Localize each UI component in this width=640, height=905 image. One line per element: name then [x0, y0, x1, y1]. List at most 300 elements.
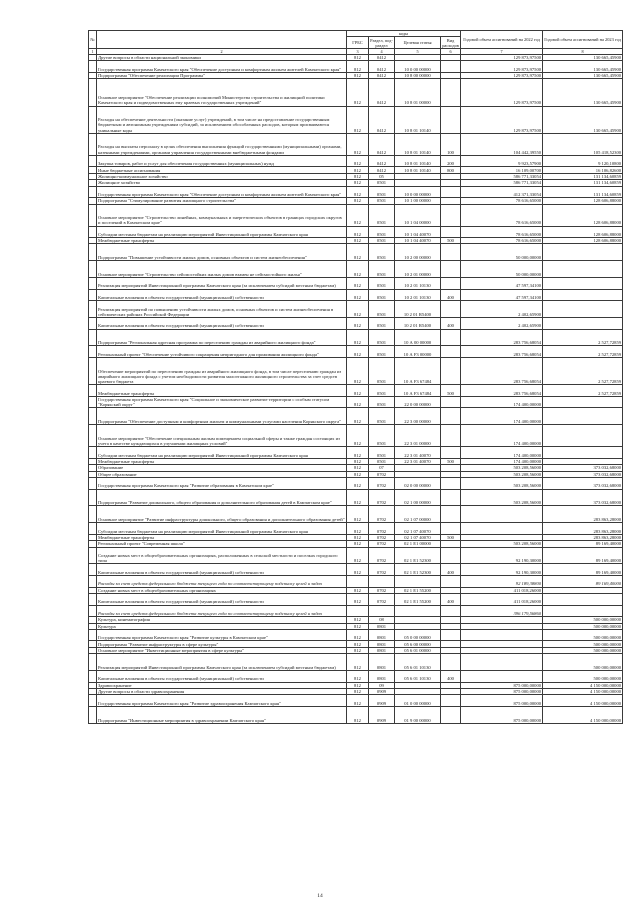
table-row — [89, 575, 623, 587]
row-grbs: 812 — [347, 541, 369, 547]
row-number-cell — [89, 506, 97, 523]
row-sum-2023: 283 863,28000 — [543, 506, 623, 523]
row-sum-2022: 875 000,00000 — [461, 707, 543, 724]
table-row — [89, 329, 623, 346]
row-section: 0801 — [369, 647, 395, 653]
row-sum-2023: 500 000,00000 — [543, 671, 623, 683]
table-row — [89, 226, 623, 238]
row-sum-2023: 130 665,45900 — [543, 72, 623, 78]
row-type — [441, 425, 461, 447]
row-sum-2022: 411 018,26000 — [461, 593, 543, 605]
row-type — [441, 489, 461, 506]
row-number-cell — [89, 301, 97, 318]
row-target: 05 6 00 00000 — [395, 641, 441, 647]
row-description: Основное мероприятие "Строительство сейсмостойких жилых домов взамен не сейсмостойкого жилья" — [97, 261, 347, 278]
row-sum-2022: 129 873,97500 — [461, 61, 543, 73]
row-grbs: 812 — [347, 408, 369, 425]
row-description: Государственная программа Камчатского края "Развитие образования в Камчатском крае" — [97, 477, 347, 489]
row-section: 0801 — [369, 641, 395, 647]
row-target: 10 2 01 10130 — [395, 289, 441, 301]
row-sum-2023: 131 134,60859 — [543, 186, 623, 198]
table-row — [89, 61, 623, 73]
row-sum-2022: 78 616,65000 — [461, 198, 543, 204]
row-sum-2022 — [461, 671, 543, 683]
row-section: 0702 — [369, 489, 395, 506]
row-section: 0801 — [369, 671, 395, 683]
row-sum-2022: 283 756,68054 — [461, 385, 543, 397]
row-description: Капитальные вложения в объекты государственной (муниципальной) собственности — [97, 289, 347, 301]
row-number-cell — [89, 477, 97, 489]
row-section: 0702 — [369, 547, 395, 564]
row-sum-2022: 174 400,00000 — [461, 447, 543, 459]
row-grbs: 812 — [347, 318, 369, 330]
row-type — [441, 278, 461, 290]
row-description: Здравоохранение — [97, 682, 347, 688]
row-section: 0702 — [369, 477, 395, 489]
row-number-cell — [89, 329, 97, 346]
row-section: 0909 — [369, 695, 395, 707]
row-description: Основное мероприятие "Развитие инфраструктуры дошкольного, общего образования и дополнительного образования детей" — [97, 506, 347, 523]
row-type: 500 — [441, 534, 461, 540]
table-row — [89, 396, 623, 408]
row-section: 08 — [369, 617, 395, 623]
row-number-cell — [89, 318, 97, 330]
header-sum-2022: Годовой объем ассигнований на 2022 год — [461, 31, 543, 49]
row-sum-2022: 92 189,38800 — [461, 575, 543, 587]
row-target: 02 1 Е1 52300 — [395, 564, 441, 576]
table-row — [89, 654, 623, 671]
table-row — [89, 605, 623, 617]
row-target: 10 8 01 10140 — [395, 167, 441, 173]
row-grbs: 812 — [347, 593, 369, 605]
row-target: 10 8 01 10140 — [395, 106, 441, 133]
row-description: Расходы за счет средств федерального бюджета текущего года по соответствующему подсписку целей и задач — [97, 575, 347, 587]
row-number-cell — [89, 593, 97, 605]
row-sum-2023: 283 863,28000 — [543, 523, 623, 535]
row-target: 10 0 00 00000 — [395, 61, 441, 73]
row-type — [441, 186, 461, 198]
row-grbs: 812 — [347, 425, 369, 447]
row-type: 400 — [441, 289, 461, 301]
row-grbs: 812 — [347, 617, 369, 623]
row-sum-2023: 128 606,88000 — [543, 198, 623, 204]
row-sum-2023: 2 527,72859 — [543, 385, 623, 397]
row-sum-2022: 50 000,00000 — [461, 261, 543, 278]
row-description: Реализация мероприятий по повышению устойчивости жилых домов, основных объектов и систем жизнеобеспечения в сейсмических районах Российской Федерации — [97, 301, 347, 318]
row-sum-2023: 89 169,40000 — [543, 564, 623, 576]
row-section: 0501 — [369, 385, 395, 397]
row-target: 10 2 01 10130 — [395, 278, 441, 290]
row-sum-2023: 4 150 000,00000 — [543, 689, 623, 695]
row-sum-2023 — [543, 244, 623, 261]
row-target: 02 1 00 00000 — [395, 489, 441, 506]
row-section: 0702 — [369, 506, 395, 523]
row-target: 10 2 01 00000 — [395, 261, 441, 278]
row-section: 0412 — [369, 155, 395, 167]
row-sum-2023: 16 106,82600 — [543, 167, 623, 173]
budget-table-sheet — [88, 30, 622, 724]
row-target: 10 2 01 R5400 — [395, 301, 441, 318]
row-section: 07 — [369, 465, 395, 471]
table-row — [89, 547, 623, 564]
row-description: Подпрограмма "Развитие инфраструктуры в сфере культуры" — [97, 641, 347, 647]
table-row — [89, 477, 623, 489]
table-row — [89, 261, 623, 278]
row-section: 0501 — [369, 458, 395, 464]
row-sum-2022: 586 771,33054 — [461, 173, 543, 179]
table-row — [89, 408, 623, 425]
row-description: Подпрограмма "Обеспечение реализации Программы" — [97, 72, 347, 78]
table-row — [89, 564, 623, 576]
row-description: Подпрограмма "Региональная адресная программа по переселению граждан из аварийного жилищного фонда" — [97, 329, 347, 346]
row-number-cell — [89, 133, 97, 155]
row-description: Государственная программа Камчатского края "Обеспечение доступным и комфортным жильем жителей Камчатского края" — [97, 186, 347, 198]
row-grbs: 812 — [347, 471, 369, 477]
row-section: 0702 — [369, 534, 395, 540]
row-number-cell — [89, 385, 97, 397]
row-target: 10 А F3 67484 — [395, 385, 441, 397]
row-number-cell — [89, 489, 97, 506]
row-target: 10 0 00 00000 — [395, 186, 441, 198]
row-section: 0501 — [369, 186, 395, 198]
table-row — [89, 671, 623, 683]
row-type — [441, 346, 461, 358]
row-description: Общее образование — [97, 471, 347, 477]
row-grbs: 812 — [347, 180, 369, 186]
table-row — [89, 244, 623, 261]
row-grbs: 812 — [347, 671, 369, 683]
row-target: 22 3 01 40070 — [395, 458, 441, 464]
row-grbs: 812 — [347, 447, 369, 459]
table-row — [89, 79, 623, 106]
row-sum-2022: 396 179,56860 — [461, 605, 543, 617]
row-section: 0501 — [369, 396, 395, 408]
row-description: Региональный проект "Обеспечение устойчивого сокращения непригодного для проживания жилищного фонда" — [97, 346, 347, 358]
row-section: 0501 — [369, 346, 395, 358]
row-sum-2023: 4 150 000,00000 — [543, 695, 623, 707]
row-number-cell — [89, 186, 97, 198]
row-sum-2022: 412 371,33054 — [461, 186, 543, 198]
row-type — [441, 329, 461, 346]
row-sum-2022: 104 442,39550 — [461, 133, 543, 155]
row-grbs: 812 — [347, 458, 369, 464]
row-section: 0501 — [369, 238, 395, 244]
row-sum-2022: 174 400,00000 — [461, 396, 543, 408]
row-number-cell — [89, 575, 97, 587]
row-section: 0412 — [369, 106, 395, 133]
row-target: 02 1 07 00000 — [395, 506, 441, 523]
row-section: 0801 — [369, 623, 395, 629]
row-grbs: 812 — [347, 506, 369, 523]
row-type — [441, 447, 461, 459]
row-sum-2023: 373 032,68000 — [543, 477, 623, 489]
row-description: Региональный проект "Современная школа" — [97, 541, 347, 547]
row-description: Основное мероприятие "Обеспечение специальным жилым помещением социальной сферы и также граждан состоящих из учета в качестве нуждающихся в улучшении жилищных условий" — [97, 425, 347, 447]
table-row — [89, 155, 623, 167]
row-section: 0412 — [369, 79, 395, 106]
row-section: 0909 — [369, 707, 395, 724]
row-target: 10 А 00 00000 — [395, 329, 441, 346]
row-sum-2023: 373 032,68000 — [543, 471, 623, 477]
row-sum-2023 — [543, 278, 623, 290]
row-type — [441, 477, 461, 489]
row-description: Подпрограмма "Развитие дошкольного, общего образования и дополнительного образования детей в Камчатском крае" — [97, 489, 347, 506]
row-grbs: 812 — [347, 689, 369, 695]
column-number: 4 — [369, 49, 395, 55]
row-description: Государственная программа Камчатского края "Развитие здравоохранения Камчатского края" — [97, 695, 347, 707]
row-grbs: 812 — [347, 547, 369, 564]
row-target: 22 0 00 00000 — [395, 396, 441, 408]
row-sum-2022: 283 756,68054 — [461, 346, 543, 358]
column-number: 6 — [441, 49, 461, 55]
row-number-cell — [89, 707, 97, 724]
table-row — [89, 506, 623, 523]
row-section: 0702 — [369, 564, 395, 576]
row-description: Жилищное хозяйство — [97, 180, 347, 186]
row-sum-2023: 500 000,00000 — [543, 629, 623, 641]
row-type — [441, 301, 461, 318]
column-number: 8 — [543, 49, 623, 55]
row-number-cell — [89, 547, 97, 564]
row-sum-2022: 9 923,57900 — [461, 155, 543, 167]
row-sum-2022: 283 756,68054 — [461, 329, 543, 346]
row-grbs: 812 — [347, 167, 369, 173]
row-sum-2022: 129 873,97500 — [461, 55, 543, 61]
row-grbs: 812 — [347, 278, 369, 290]
row-sum-2023 — [543, 289, 623, 301]
table-row — [89, 301, 623, 318]
row-description: Межбюджетные трансферты — [97, 238, 347, 244]
row-grbs: 812 — [347, 564, 369, 576]
row-type — [441, 358, 461, 385]
row-description: Межбюджетные трансферты — [97, 385, 347, 397]
row-type — [441, 575, 461, 587]
row-grbs: 812 — [347, 523, 369, 535]
header-type: Вид расходов — [442, 37, 459, 48]
row-sum-2023 — [543, 318, 623, 330]
row-sum-2023: 500 000,00000 — [543, 617, 623, 623]
row-section: 09 — [369, 682, 395, 688]
row-description: Капитальные вложения в объекты государственной (муниципальной) собственности — [97, 671, 347, 683]
row-grbs: 812 — [347, 55, 369, 61]
row-grbs: 812 — [347, 133, 369, 155]
row-number-cell — [89, 396, 97, 408]
row-sum-2022: 586 771,33054 — [461, 180, 543, 186]
row-number-cell — [89, 244, 97, 261]
row-sum-2023 — [543, 447, 623, 459]
table-row — [89, 707, 623, 724]
row-sum-2023 — [543, 425, 623, 447]
row-sum-2023: 128 606,88000 — [543, 238, 623, 244]
row-target: 10 1 04 40070 — [395, 238, 441, 244]
row-number-cell — [89, 564, 97, 576]
row-grbs: 812 — [347, 534, 369, 540]
row-sum-2022: 92 190,30000 — [461, 564, 543, 576]
row-description: Расходы на выплаты персоналу в целях обеспечения выполнения функций государственными (муниципальными) органами, казенными учреждениями, органами управления государственными внебюджетными фондами — [97, 133, 347, 155]
row-target: 22 3 01 00000 — [395, 425, 441, 447]
row-section: 0501 — [369, 198, 395, 204]
row-description: Другие вопросы в области здравоохранения — [97, 689, 347, 695]
row-sum-2023 — [543, 261, 623, 278]
row-description: Государственная программа Камчатского края "Обеспечение доступным и комфортным жильем жителей Камчатского края" — [97, 61, 347, 73]
table-row — [89, 425, 623, 447]
row-grbs: 812 — [347, 289, 369, 301]
row-section: 0501 — [369, 301, 395, 318]
row-sum-2022: 129 873,97500 — [461, 106, 543, 133]
row-sum-2022 — [461, 654, 543, 671]
row-type — [441, 79, 461, 106]
table-row — [89, 489, 623, 506]
row-sum-2023: 9 120,10800 — [543, 155, 623, 167]
row-grbs: 812 — [347, 61, 369, 73]
row-type: 200 — [441, 155, 461, 167]
row-description: Субсидии местным бюджетам на реализацию мероприятий Инвестиционной программы Камчатского края — [97, 447, 347, 459]
row-grbs: 812 — [347, 489, 369, 506]
column-number: 2 — [97, 49, 347, 55]
row-type — [441, 204, 461, 226]
row-sum-2023: 4 150 000,00000 — [543, 682, 623, 688]
row-sum-2022: 503 208,56000 — [461, 471, 543, 477]
row-target: 01 0 00 00000 — [395, 695, 441, 707]
row-section: 0702 — [369, 593, 395, 605]
header-target: Целевая статья — [395, 37, 441, 49]
row-sum-2023: 283 863,28000 — [543, 534, 623, 540]
header-description — [97, 31, 347, 49]
row-sum-2023: 89 169,40000 — [543, 547, 623, 564]
row-section: 0501 — [369, 425, 395, 447]
row-sum-2023: 2 527,72859 — [543, 329, 623, 346]
row-sum-2022: 78 616,65000 — [461, 238, 543, 244]
row-sum-2023 — [543, 301, 623, 318]
row-description: Создание новых мест в общеобразовательных организациях — [97, 587, 347, 593]
column-number: 1 — [89, 49, 97, 55]
column-number: 5 — [395, 49, 441, 55]
row-number-cell — [89, 695, 97, 707]
row-sum-2023: 500 000,00000 — [543, 623, 623, 629]
row-sum-2022: 16 109,00700 — [461, 167, 543, 173]
row-sum-2023 — [543, 605, 623, 617]
row-number-cell — [89, 629, 97, 641]
row-description: Жилищно-коммунальное хозяйство — [97, 173, 347, 179]
row-sum-2023: 373 032,68000 — [543, 465, 623, 471]
row-type: 100 — [441, 133, 461, 155]
row-target: 02 1 Е1 55200 — [395, 587, 441, 593]
row-description: Государственная программа Камчатского края "Развитие культуры в Камчатском крае" — [97, 629, 347, 641]
row-target: 05 0 00 00000 — [395, 629, 441, 641]
row-sum-2023: 130 665,45900 — [543, 106, 623, 133]
row-section: 0412 — [369, 167, 395, 173]
row-grbs: 812 — [347, 682, 369, 688]
row-number-cell — [89, 346, 97, 358]
row-sum-2022: 503 208,56000 — [461, 465, 543, 471]
row-section: 0412 — [369, 133, 395, 155]
table-row — [89, 278, 623, 290]
row-grbs: 812 — [347, 261, 369, 278]
row-sum-2022: 129 873,97500 — [461, 72, 543, 78]
row-target: 10 8 00 00000 — [395, 72, 441, 78]
row-grbs: 812 — [347, 385, 369, 397]
row-number-cell — [89, 261, 97, 278]
row-sum-2022 — [461, 629, 543, 641]
row-sum-2023 — [543, 408, 623, 425]
row-target: 10 2 01 R5400 — [395, 318, 441, 330]
row-section: 0501 — [369, 447, 395, 459]
row-type — [441, 605, 461, 617]
row-target: 10 8 01 10140 — [395, 155, 441, 167]
row-number-cell — [89, 425, 97, 447]
row-grbs: 812 — [347, 186, 369, 198]
row-type — [441, 261, 461, 278]
row-type: 400 — [441, 671, 461, 683]
row-sum-2022: 47 597,34100 — [461, 278, 543, 290]
row-target: 10 А F3 67484 — [395, 358, 441, 385]
row-target: 10 8 01 10140 — [395, 133, 441, 155]
row-grbs: 812 — [347, 587, 369, 593]
row-description: Образование — [97, 465, 347, 471]
row-number-cell — [89, 408, 97, 425]
row-section: 0412 — [369, 55, 395, 61]
row-description: Основное мероприятие "Строительство линейных, коммунальных и энергетических объектов в границах городских округов и поселений в Камчатском крае" — [97, 204, 347, 226]
row-type: 400 — [441, 564, 461, 576]
row-grbs: 812 — [347, 72, 369, 78]
header-number: № — [89, 31, 97, 49]
row-section: 0501 — [369, 226, 395, 238]
row-target — [395, 605, 441, 617]
row-number-cell — [89, 226, 97, 238]
row-grbs: 812 — [347, 647, 369, 653]
row-type — [441, 547, 461, 564]
row-type — [441, 654, 461, 671]
row-sum-2022: 50 000,00000 — [461, 244, 543, 261]
row-sum-2023: 105 418,52300 — [543, 133, 623, 155]
row-section: 0501 — [369, 408, 395, 425]
row-type: 500 — [441, 238, 461, 244]
row-number-cell — [89, 278, 97, 290]
row-description: Капитальные вложения в объекты государственной (муниципальной) собственности — [97, 564, 347, 576]
row-description: Субсидии местным бюджетам на реализацию мероприятий Инвестиционной программы Камчатского края — [97, 226, 347, 238]
row-target: 02 1 Е1 52300 — [395, 547, 441, 564]
table-row — [89, 204, 623, 226]
table-row — [89, 346, 623, 358]
row-section — [369, 605, 395, 617]
row-target: 02 1 Е1 00000 — [395, 541, 441, 547]
row-section: 0909 — [369, 689, 395, 695]
row-grbs: 812 — [347, 629, 369, 641]
row-sum-2022: 411 018,26000 — [461, 587, 543, 593]
row-section — [369, 575, 395, 587]
row-number-cell — [89, 654, 97, 671]
table-row — [89, 318, 623, 330]
row-section: 0501 — [369, 244, 395, 261]
row-target: 02 0 00 00000 — [395, 477, 441, 489]
row-grbs: 812 — [347, 226, 369, 238]
row-sum-2022: 875 000,00000 — [461, 689, 543, 695]
row-target: 01 9 00 00000 — [395, 707, 441, 724]
row-sum-2022: 875 000,00000 — [461, 695, 543, 707]
row-sum-2023: 2 527,72859 — [543, 346, 623, 358]
row-grbs — [347, 605, 369, 617]
row-sum-2022: 2 402,65900 — [461, 318, 543, 330]
row-type — [441, 695, 461, 707]
row-target: 05 6 01 10130 — [395, 671, 441, 683]
row-section: 05 — [369, 173, 395, 179]
row-grbs: 812 — [347, 695, 369, 707]
row-grbs: 812 — [347, 707, 369, 724]
row-type: 400 — [441, 593, 461, 605]
row-sum-2022: 78 616,65000 — [461, 204, 543, 226]
row-sum-2023: 130 665,45900 — [543, 79, 623, 106]
row-sum-2023: 89 169,40000 — [543, 575, 623, 587]
